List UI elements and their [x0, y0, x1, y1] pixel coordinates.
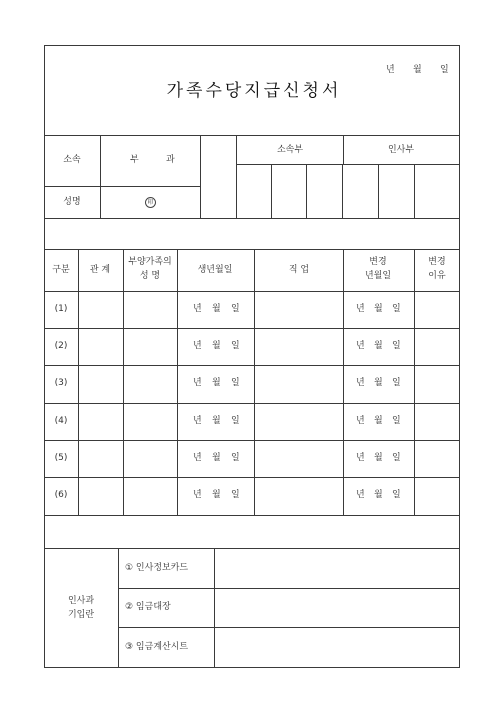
dept-bu: 부	[130, 155, 139, 165]
change-month: 월	[374, 304, 383, 314]
applicant-col-line	[100, 135, 101, 218]
birth-year: 년	[193, 341, 202, 351]
birth-day: 일	[231, 453, 240, 463]
birth-month: 월	[212, 416, 221, 426]
approval-header-line	[236, 164, 460, 165]
header-dependent-name-1: 부양가족의	[128, 257, 172, 267]
birth-year: 년	[193, 453, 202, 463]
approval-cell-1	[271, 164, 272, 218]
table-header-line	[44, 291, 460, 292]
approval-split	[343, 135, 344, 164]
row-number: (2)	[54, 341, 68, 351]
header-change-date-1: 변경	[369, 257, 387, 267]
header-relation: 관 계	[89, 265, 111, 275]
approval-cell-3	[342, 164, 343, 218]
hr-item-wage-ledger: ② 임금대장	[125, 602, 171, 612]
approval-box	[236, 135, 460, 219]
row-line-2	[44, 365, 460, 366]
change-month: 월	[374, 378, 383, 388]
change-year: 년	[356, 304, 365, 314]
hr-row-line-1	[118, 588, 460, 589]
birth-month: 월	[212, 453, 221, 463]
col-line-3	[177, 249, 178, 515]
row-number: (1)	[54, 304, 68, 314]
col-line-5	[343, 249, 344, 515]
birth-year: 년	[193, 304, 202, 314]
row-number: (6)	[54, 490, 68, 500]
header-birthdate: 생년월일	[197, 265, 233, 275]
row-line-3	[44, 403, 460, 404]
col-line-6	[414, 249, 415, 515]
date-year-label: 년	[386, 65, 395, 75]
birth-month: 월	[212, 304, 221, 314]
change-year: 년	[356, 490, 365, 500]
hr-row-line-2	[118, 627, 460, 628]
birth-day: 일	[231, 490, 240, 500]
birth-year: 년	[193, 416, 202, 426]
birth-day: 일	[231, 378, 240, 388]
birth-month: 월	[212, 378, 221, 388]
hr-label-line	[118, 548, 119, 668]
dept-label: 소속	[63, 155, 81, 165]
change-year: 년	[356, 341, 365, 351]
change-month: 월	[374, 490, 383, 500]
birth-day: 일	[231, 304, 240, 314]
change-year: 년	[356, 453, 365, 463]
header-gubun: 구분	[52, 265, 70, 275]
row-line-4	[44, 440, 460, 441]
change-day: 일	[392, 490, 401, 500]
header-change-reason-1: 변경	[428, 257, 446, 267]
form-title: 가족수당지급신청서	[166, 81, 342, 101]
dept-gwa: 과	[166, 155, 175, 165]
change-month: 월	[374, 453, 383, 463]
approval-cell-2	[306, 164, 307, 218]
row-number: (3)	[54, 378, 68, 388]
hr-label-2: 기입란	[67, 610, 95, 620]
col-line-1	[78, 249, 79, 515]
col-line-4	[254, 249, 255, 515]
birth-year: 년	[193, 490, 202, 500]
change-day: 일	[392, 453, 401, 463]
hr-item-wage-sheet: ③ 임금계산시트	[125, 642, 189, 652]
birth-day: 일	[231, 416, 240, 426]
col-line-2	[123, 249, 124, 515]
applicant-right-line	[200, 135, 201, 218]
birth-month: 월	[212, 341, 221, 351]
approval-cell-5	[414, 164, 415, 218]
change-day: 일	[392, 378, 401, 388]
birth-month: 월	[212, 490, 221, 500]
birth-year: 년	[193, 378, 202, 388]
header-dependent-name-2: 성 명	[139, 271, 161, 281]
date-month-label: 월	[413, 65, 422, 75]
seal-icon: 印	[145, 197, 156, 208]
change-year: 년	[356, 416, 365, 426]
approval-cell-4	[378, 164, 379, 218]
header-change-reason-2: 이유	[428, 271, 446, 281]
approval-col1-label: 소속부	[276, 145, 304, 155]
divider-spacer	[44, 249, 460, 250]
birth-day: 일	[231, 341, 240, 351]
divider-hr	[44, 548, 460, 549]
header-job: 직 업	[288, 265, 310, 275]
hr-item-line	[214, 548, 215, 668]
row-line-1	[44, 328, 460, 329]
row-number: (4)	[54, 416, 68, 426]
hr-item-hr-info-card: ① 인사정보카드	[125, 563, 189, 573]
approval-col2-label: 인사부	[387, 145, 415, 155]
row-number: (5)	[54, 453, 68, 463]
change-year: 년	[356, 378, 365, 388]
change-month: 월	[374, 416, 383, 426]
header-change-date-2: 년월일	[364, 271, 392, 281]
change-day: 일	[392, 341, 401, 351]
hr-label-1: 인사과	[67, 596, 95, 606]
applicant-row-line	[44, 186, 201, 187]
change-day: 일	[392, 416, 401, 426]
change-month: 월	[374, 341, 383, 351]
date-day-label: 일	[440, 65, 449, 75]
name-label: 성명	[63, 197, 81, 207]
row-line-5	[44, 477, 460, 478]
row-line-6	[44, 515, 460, 516]
change-day: 일	[392, 304, 401, 314]
